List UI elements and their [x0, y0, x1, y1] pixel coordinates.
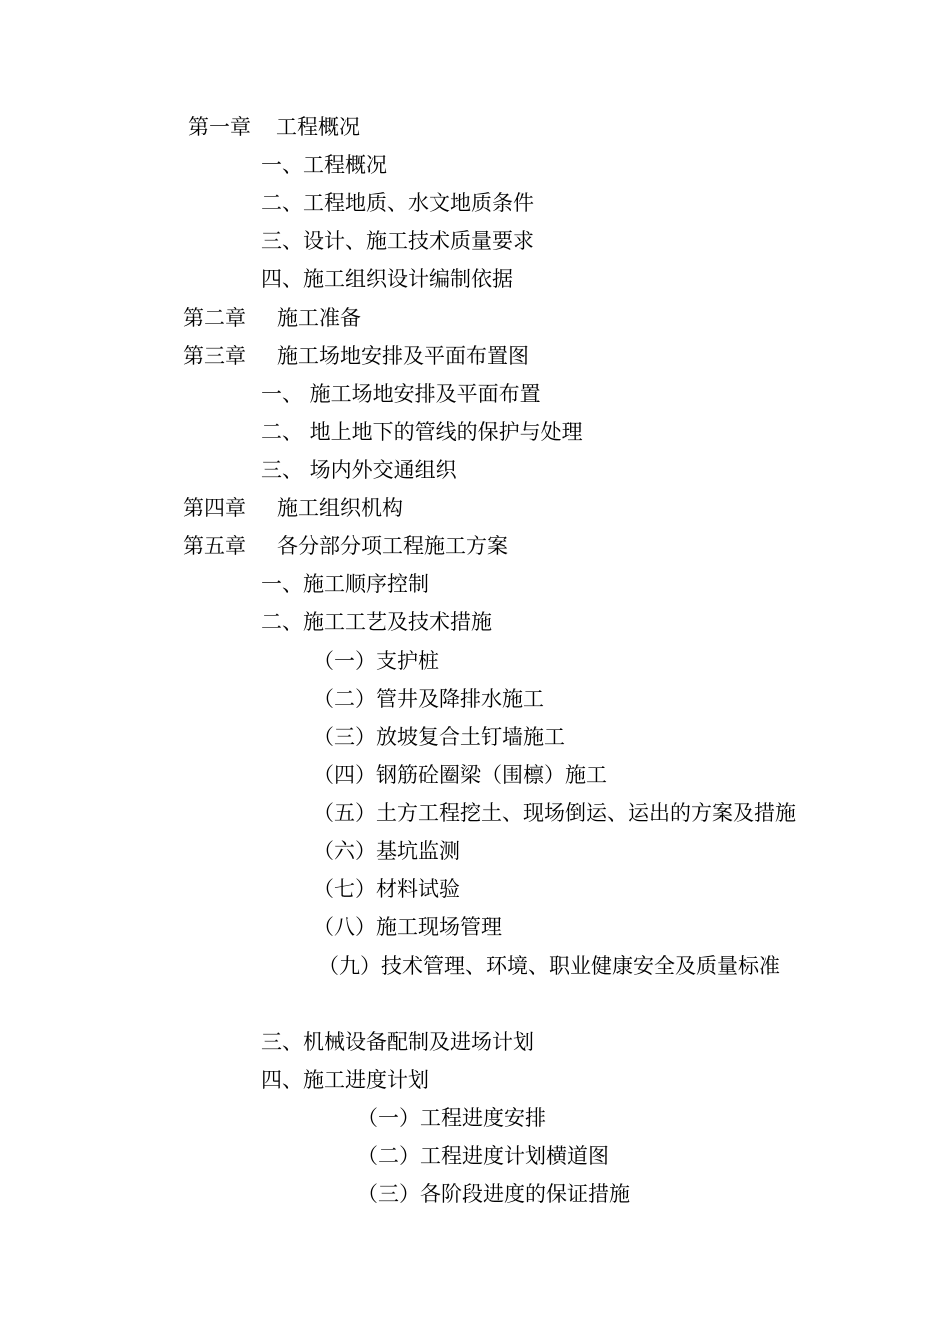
toc-section: 三、设计、施工技术质量要求 — [261, 229, 534, 253]
toc-subsection: （一）支护桩 — [313, 649, 439, 673]
chapter-number: 第二章 — [183, 306, 246, 330]
toc-chapter-5 — [183, 532, 508, 560]
toc-section: 一、施工顺序控制 — [261, 572, 429, 596]
chapter-number: 第四章 — [183, 496, 246, 520]
toc-subsection: （六）基坑监测 — [313, 839, 460, 863]
toc-subsection: （二）工程进度计划横道图 — [357, 1144, 609, 1168]
toc-chapter-4 — [183, 494, 403, 522]
toc-subsection: （一）工程进度安排 — [357, 1106, 546, 1130]
toc-chapter-1 — [188, 113, 360, 141]
toc-subsection: （三）各阶段进度的保证措施 — [357, 1182, 630, 1206]
toc-section: 二、 地上地下的管线的保护与处理 — [261, 420, 583, 444]
toc-section: 一、 施工场地安排及平面布置 — [261, 382, 541, 406]
chapter-number: 第五章 — [183, 534, 246, 558]
toc-subsection: （四）钢筋砼圈梁（围檩）施工 — [313, 763, 607, 787]
toc-section: 三、 场内外交通组织 — [261, 458, 457, 482]
toc-section: 二、工程地质、水文地质条件 — [261, 191, 534, 215]
toc-chapter-2 — [183, 304, 361, 332]
toc-section: 二、施工工艺及技术措施 — [261, 610, 492, 634]
chapter-number: 第一章 — [188, 115, 251, 139]
chapter-title: 工程概况 — [276, 115, 360, 139]
toc-section: 三、机械设备配制及进场计划 — [261, 1030, 534, 1054]
toc-subsection: （七）材料试验 — [313, 877, 460, 901]
toc-section: 四、施工组织设计编制依据 — [261, 267, 513, 291]
chapter-title: 施工场地安排及平面布置图 — [277, 344, 529, 368]
toc-section: 四、施工进度计划 — [261, 1068, 429, 1092]
chapter-title: 各分部分项工程施工方案 — [277, 534, 508, 558]
chapter-number: 第三章 — [183, 344, 246, 368]
toc-subsection: （五）土方工程挖土、现场倒运、运出的方案及措施 — [313, 801, 796, 825]
chapter-title: 施工组织机构 — [277, 496, 403, 520]
toc-subsection: （八）施工现场管理 — [313, 915, 502, 939]
toc-section: 一、工程概况 — [261, 153, 387, 177]
chapter-title: 施工准备 — [277, 306, 361, 330]
toc-chapter-3 — [183, 342, 529, 370]
toc-subsection: （九）技术管理、环境、职业健康安全及质量标准 — [318, 954, 780, 978]
toc-subsection: （三）放坡复合土钉墙施工 — [313, 725, 565, 749]
toc-subsection: （二）管井及降排水施工 — [313, 687, 544, 711]
